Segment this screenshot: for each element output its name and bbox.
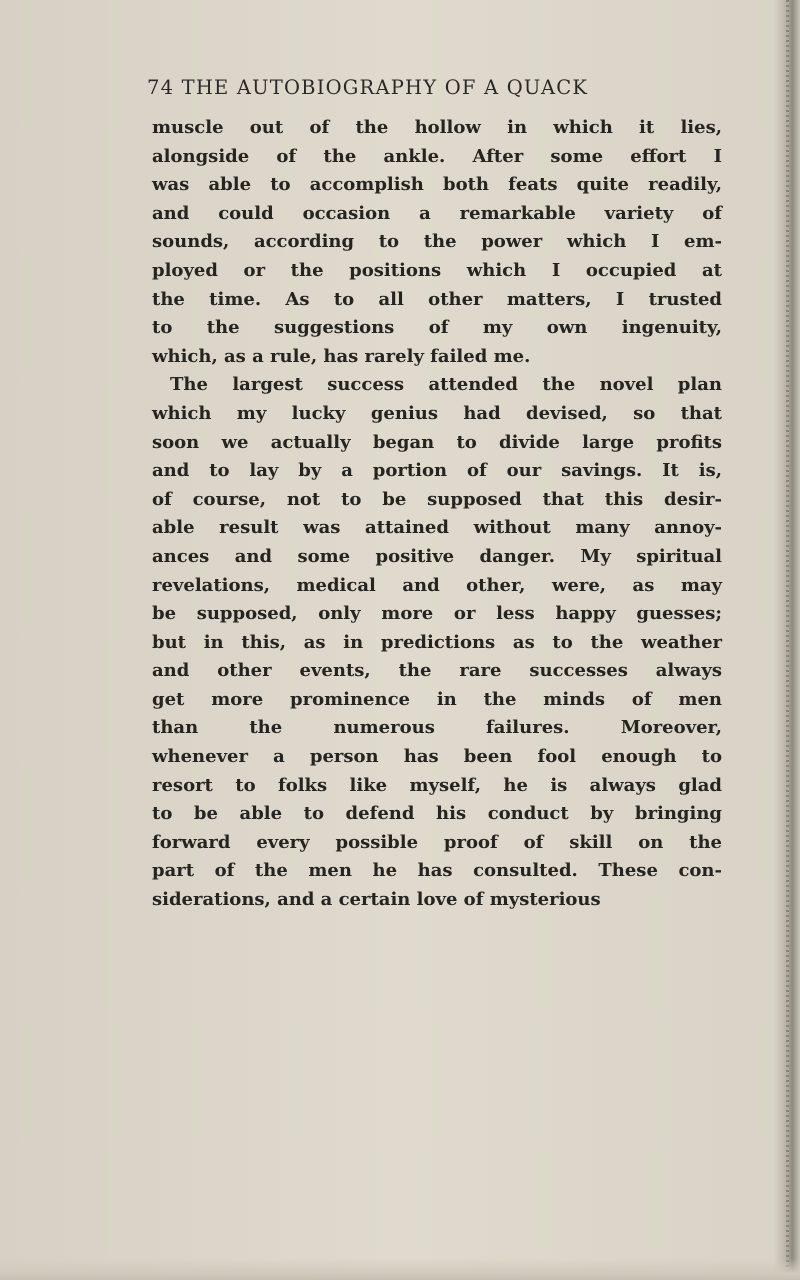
text-line: get more prominence in the minds of men [152,688,722,710]
text-line: whenever a person has been fool enough to [152,746,722,768]
text-line: resort to folks like myself, he is always glad [152,774,722,796]
text-line: and could occasion a remarkable variety of [152,202,722,224]
text-line: of course, not to be supposed that this desir- [152,488,722,510]
page-bottom-shade [0,1258,800,1280]
text-line: and to lay by a portion of our savings. It is, [152,460,722,482]
text-line: ployed or the positions which I occupied at [152,259,722,281]
text-line: which my lucky genius had devised, so that [152,402,722,424]
text-line: part of the men he has consulted. These con- [152,860,722,882]
text-line: alongside of the ankle. After some effort I [152,145,722,167]
text-line: and other events, the rare successes always [152,660,722,682]
page-edge-shadow [774,0,800,1280]
text-line: which, as a rule, has rarely failed me. [152,345,531,367]
text-line: but in this, as in predictions as to the weather [152,631,722,653]
text-line: revelations, medical and other, were, as may [152,574,722,596]
text-line: forward every possible proof of skill on the [152,831,722,853]
text-line: able result was attained without many annoy- [152,517,722,539]
text-line: was able to accomplish both feats quite readily, [152,174,722,196]
text-line: than the numerous failures. Moreover, [152,717,722,739]
text-line: the time. As to all other matters, I trusted [152,288,722,310]
text-line: muscle out of the hollow in which it lies, [152,117,722,138]
text-line: The largest success attended the novel plan [170,374,722,396]
text-line: to be able to defend his conduct by bringing [152,803,722,825]
text-line: siderations, and a certain love of mysterious [152,889,601,911]
text-line: to the suggestions of my own ingenuity, [152,317,722,339]
text-line: sounds, according to the power which I em- [152,231,722,253]
page-body-text [152,114,722,915]
text-line: soon we actually began to divide large profits [152,431,722,453]
text-line: ances and some positive danger. My spiritual [152,545,722,567]
text-line: be supposed, only more or less happy guesses; [152,603,722,625]
running-head: 74 THE AUTOBIOGRAPHY OF A QUACK [147,76,589,99]
